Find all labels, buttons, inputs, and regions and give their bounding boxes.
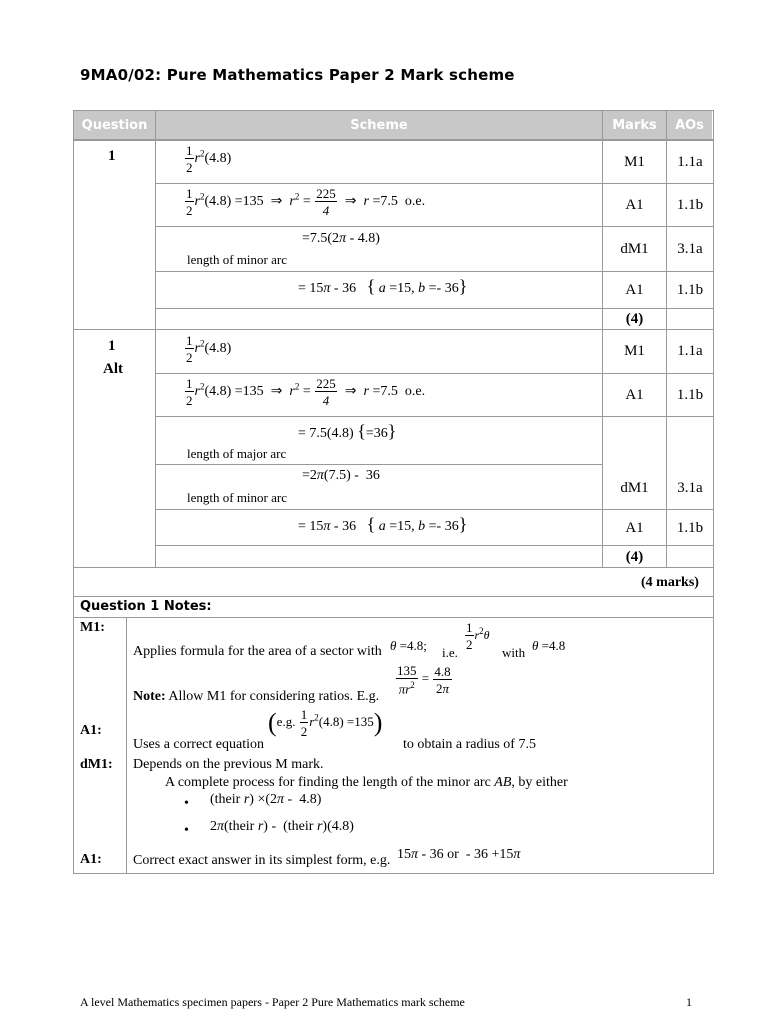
- ao-value: 1.1b: [676, 520, 704, 536]
- mark-m1: M1: [624, 154, 645, 170]
- note-method-1: (their r) ×(2π - 4.8): [210, 792, 322, 807]
- page-footer: A level Mathematics specimen papers - Paper 2 Pure Mathematics mark scheme: [80, 995, 465, 1009]
- mark-a1: A1: [625, 282, 644, 298]
- scheme-sector-area: $\frac{1}{2}$ $r^2(4.8)$: [186, 333, 232, 365]
- ao-value: 1.1a: [677, 343, 703, 359]
- alt-label: Alt: [103, 361, 123, 377]
- question-total: (4): [625, 311, 644, 327]
- question-number: 1: [108, 148, 116, 164]
- ao-value: 3.1a: [677, 241, 703, 257]
- ao-value: 1.1a: [677, 154, 703, 170]
- note-label-a1: A1:: [80, 723, 102, 738]
- scheme-radius-equation: $\frac{1}{2}$ $r^2(4.8) =135$ ⇒ $r^2$ = $\frac{225}{4}$ ⇒ r =7.5 o.e.: [186, 186, 426, 218]
- note-sector-formula: $\frac{1}{2}$ $r^2\theta$: [466, 620, 490, 652]
- note-a1-text-post: to obtain a radius of 7.5: [403, 737, 536, 752]
- header-marks: Marks: [603, 111, 666, 139]
- ao-value: 1.1b: [676, 387, 704, 403]
- note-ratio-text: Note: Allow M1 for considering ratios. E.g.: [133, 689, 380, 704]
- header-aos: AOs: [667, 111, 712, 139]
- scheme-label: length of major arc: [187, 446, 287, 461]
- mark-m1: M1: [624, 343, 645, 359]
- note-dm1-text: Depends on the previous M mark.: [133, 757, 324, 772]
- note-ie: i.e.: [442, 645, 458, 660]
- bullet-icon: •: [184, 823, 189, 838]
- header-scheme: Scheme: [156, 111, 602, 139]
- scheme-final-answer: = 15π - 36 { a =15, b =- 36}: [298, 276, 468, 296]
- mark-a1: A1: [625, 520, 644, 536]
- scheme-radius-equation: $\frac{1}{2}$ $r^2(4.8) =135$ ⇒ $r^2$ = $\frac{225}{4}$ ⇒ r =7.5 o.e.: [186, 376, 426, 408]
- question-total: (4): [625, 549, 644, 565]
- note-with: with: [502, 645, 526, 660]
- note-label-a1-final: A1:: [80, 852, 102, 867]
- note-theta-value: θ =4.8;: [390, 638, 427, 653]
- note-m1-text: Applies formula for the area of a sector with: [133, 644, 382, 659]
- scheme-major-arc-expression: = 7.5(4.8) {=36}: [298, 421, 397, 441]
- page-number: 1: [686, 995, 692, 1009]
- mark-dm1: dM1: [620, 480, 649, 496]
- note-a1-final-text: Correct exact answer in its simplest form, e.g.: [133, 853, 391, 868]
- note-text: [133, 644, 382, 660]
- scheme-minor-arc-expression: =2π(7.5) - 36: [302, 468, 380, 483]
- ao-value: 1.1b: [676, 197, 704, 213]
- note-ratio-formula: $\frac{135}{\pi r^2}$ = $\frac{4.8}{2\pi}$: [397, 663, 451, 697]
- page-title: 9MA0/02: Pure Mathematics Paper 2 Mark scheme: [80, 66, 515, 84]
- total-marks: (4 marks): [641, 575, 699, 590]
- note-final-answer-forms: 15π - 36 or - 36 +15π: [397, 847, 521, 862]
- note-theta-equals: θ =4.8: [532, 638, 566, 653]
- note-a1-equation: (e.g. $\frac{1}{2}$ $r^2(4.8) =135$): [268, 707, 383, 739]
- question-number: 1: [108, 338, 116, 354]
- ao-value: 1.1b: [676, 282, 704, 298]
- scheme-sector-area: $\frac{1}{2}$ $r^2(4.8)$: [186, 143, 232, 175]
- ao-value: 3.1a: [677, 480, 703, 496]
- mark-a1: A1: [625, 387, 644, 403]
- scheme-label: length of minor arc: [187, 252, 287, 267]
- scheme-final-answer: = 15π - 36 { a =15, b =- 36}: [298, 514, 468, 534]
- note-label-m1: M1:: [80, 620, 105, 635]
- mark-a1: A1: [625, 197, 644, 213]
- mark-dm1: dM1: [620, 241, 649, 257]
- note-method-2: 2π(their r) - (their r)(4.8): [210, 819, 354, 834]
- scheme-label: length of minor arc: [187, 490, 287, 505]
- scheme-minor-arc-expression: =7.5(2π - 4.8): [302, 231, 380, 246]
- note-label-dm1: dM1:: [80, 757, 113, 772]
- note-a1-text: Uses a correct equation: [133, 737, 264, 752]
- notes-heading: Question 1 Notes:: [80, 599, 212, 614]
- bullet-icon: •: [184, 796, 189, 811]
- header-question: Question: [74, 111, 155, 139]
- note-dm1-process: A complete process for finding the length of the minor arc AB, by either: [165, 775, 568, 790]
